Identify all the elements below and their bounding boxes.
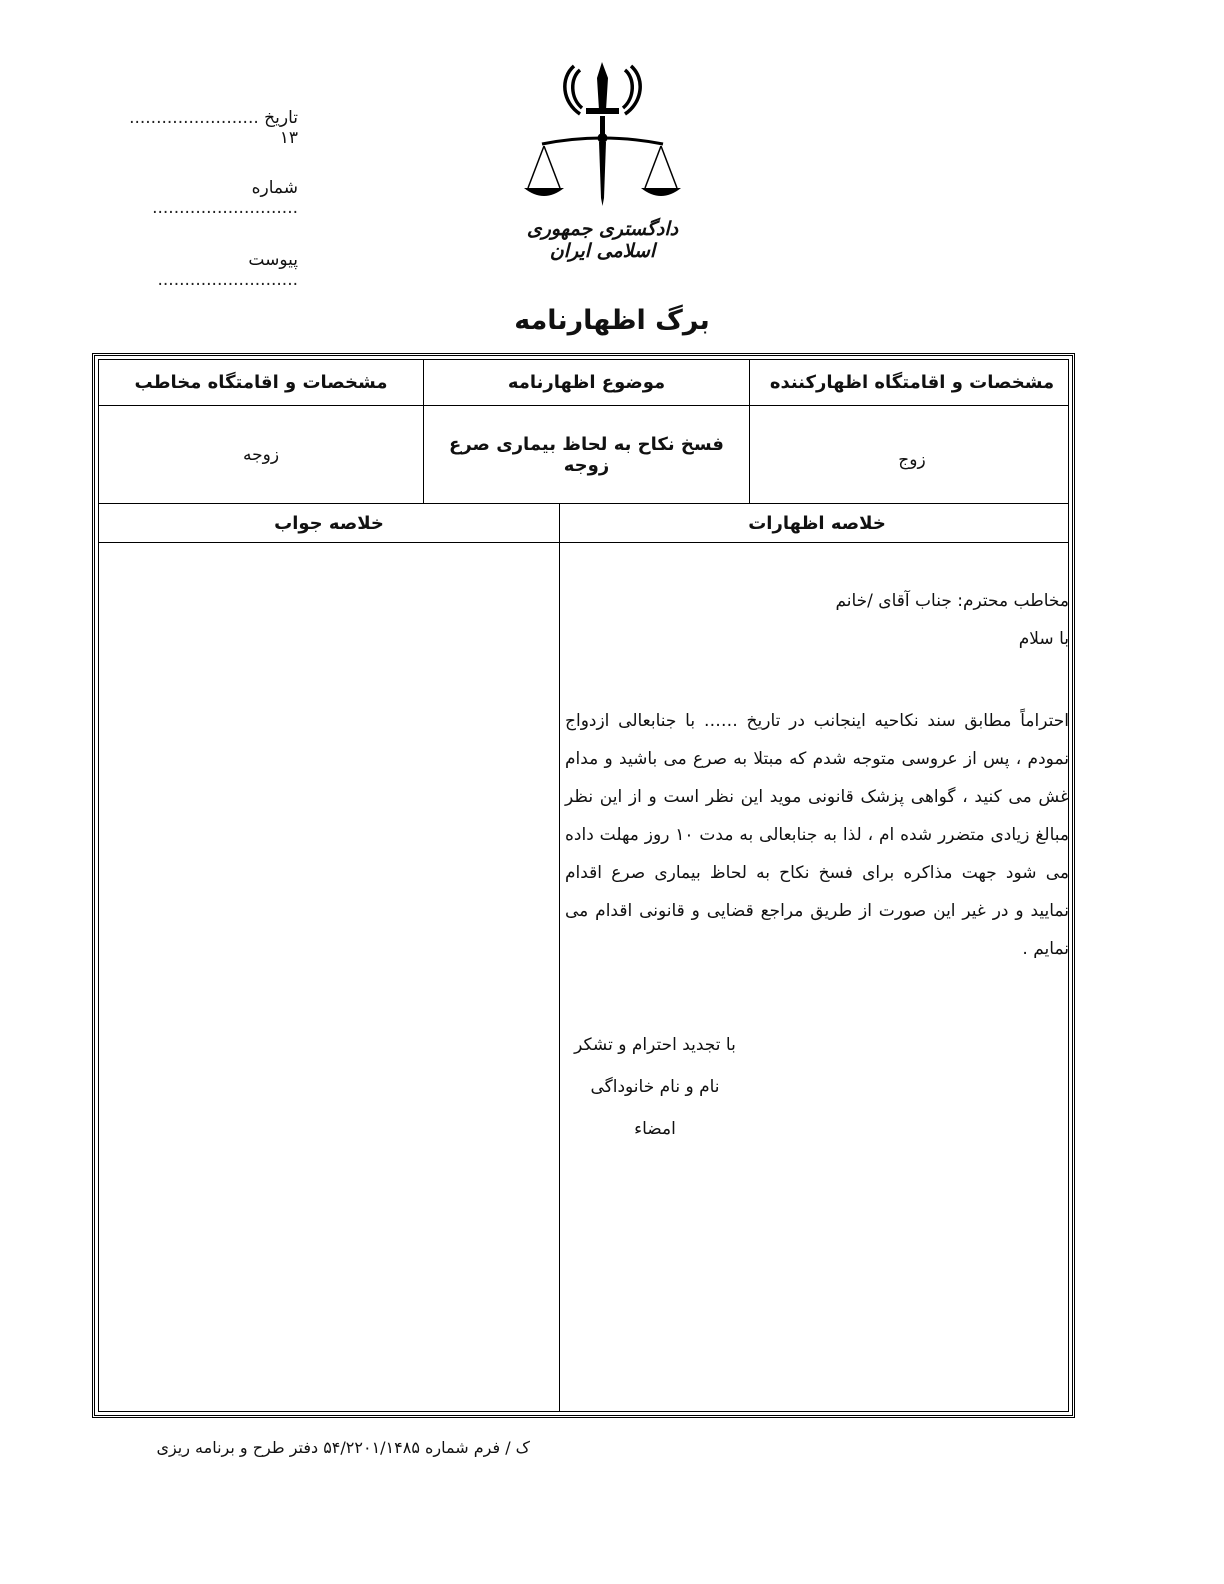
addressee-header: مشخصات و اقامتگاه مخاطب [134, 372, 388, 393]
number-field [118, 178, 298, 218]
judiciary-scales-emblem-icon [520, 58, 685, 213]
greeting: با سلام [1018, 629, 1069, 649]
attachment-field [118, 250, 298, 290]
applicant-value: زوج [898, 449, 926, 470]
form-inner-border [98, 359, 1069, 1412]
attachment-dots: .......................... [157, 270, 298, 290]
attachment-label: پیوست [248, 250, 298, 270]
subject-header: موضوع اظهارنامه [507, 372, 666, 393]
organization-name: دادگستری جمهوری اسلامی ایران [526, 218, 679, 262]
statement-form [92, 353, 1075, 1418]
date-field [118, 108, 298, 148]
date-value: ۱۳ [279, 128, 298, 148]
number-dots: ........................... [152, 198, 298, 218]
date-label: تاریخ [264, 108, 298, 128]
response-summary-header: خلاصه جواب [274, 512, 384, 534]
summary-column-divider [559, 503, 560, 1411]
judiciary-emblem [500, 58, 705, 262]
statements-summary-header: خلاصه اظهارات [748, 512, 886, 534]
name-label: نام و نام خانوداگی [590, 1077, 720, 1097]
closing-block [565, 1024, 745, 1150]
form-footer: ک / فرم شماره ۵۴/۲۲۰۱/۱۴۸۵ دفتر طرح و برنامه ریزی [156, 1438, 530, 1457]
page-title: برگ اظهارنامه [514, 305, 710, 336]
statement-body: احتراماً مطابق سند نکاحیه اینجانب در تاریخ …… با جنابعالی ازدواج نمودم ، پس از عروسی متوجه شدم که مبتلا به صرع می باشید و مدام غش می کنید ، گواهی پزشک قانونی موید این نظر است و از این نظر مبالغ زیادی متضرر شده ام ، لذا به جنابعالی به مدت ۱۰ روز مهلت داده می شود جهت مذاکره برای فسخ نکاح به لحاظ بیماری صرع اقدام نمایید و در غیر این صورت از طریق مراجع قضایی و قانونی اقدام می نمایم . [565, 711, 1069, 959]
date-dots: ........................ [129, 108, 259, 128]
closing-line: با تجدید احترام و تشکر [574, 1035, 736, 1055]
summary-header-divider [99, 542, 1068, 543]
addressee-value: زوجه [242, 444, 280, 465]
number-label: شماره [251, 178, 298, 198]
signature-label: امضاء [634, 1119, 676, 1139]
subject-value: فسخ نکاح به لحاظ بیماری صرع زوجه [449, 433, 724, 476]
statement-text [565, 582, 1069, 968]
salutation: مخاطب محترم: جناب آقای /خانم [835, 591, 1069, 611]
applicant-header: مشخصات و اقامتگاه اظهارکننده [769, 372, 1055, 393]
